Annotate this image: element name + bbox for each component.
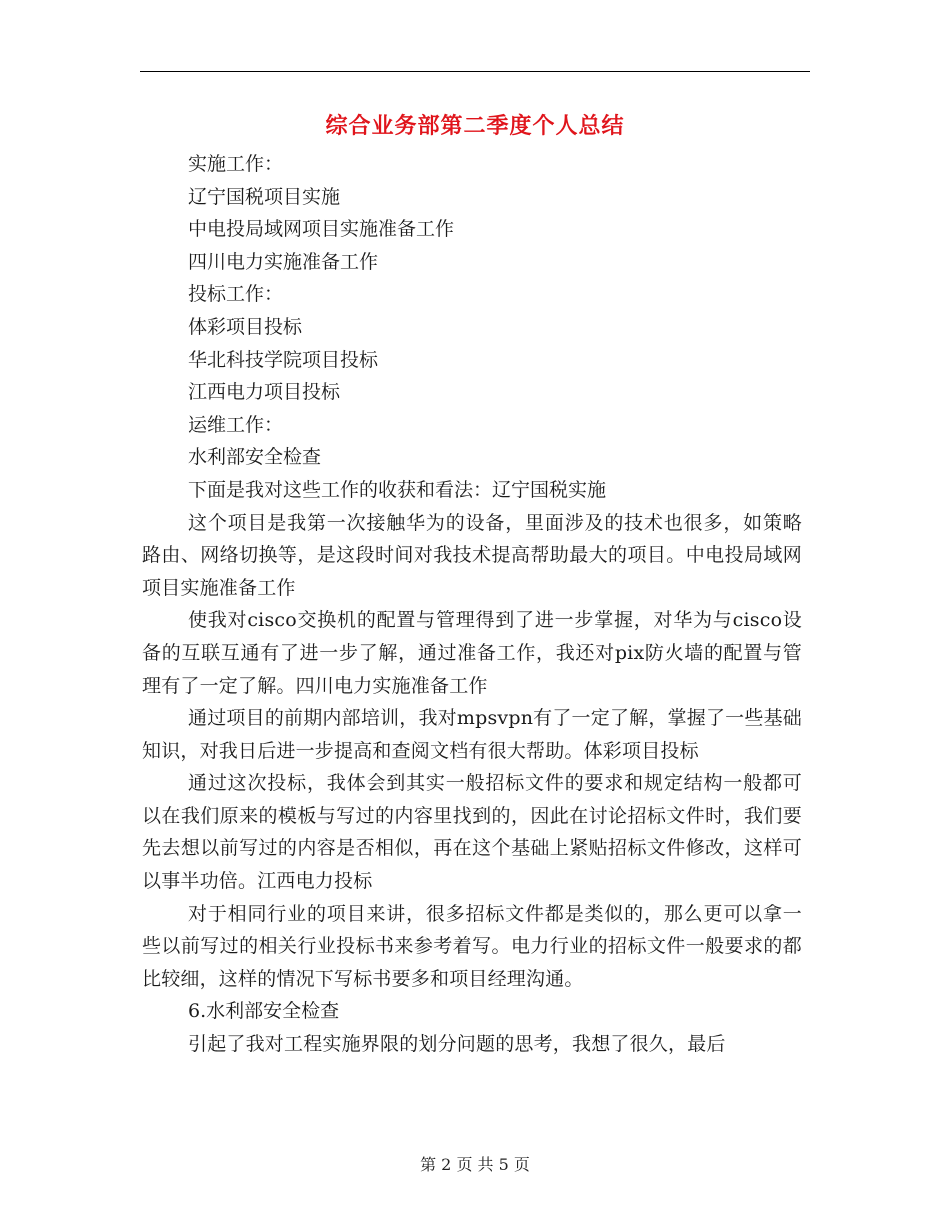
list-line: 水利部安全检查 xyxy=(188,446,322,469)
paragraph-cpi-lan: 使我对cisco交换机的配置与管理得到了进一步掌握，对华为与cisco设备的互联互通有了进一步了解，通过准备工作，我还对pix防火墙的配置与管理有了一定了解。四川电力实施准备工作 xyxy=(142,609,802,697)
list-line: 四川电力实施准备工作 xyxy=(188,250,379,273)
header-rule xyxy=(140,71,810,72)
list-line-bidding-heading: 投标工作： xyxy=(188,283,284,306)
list-line: 中电投局域网项目实施准备工作 xyxy=(188,218,455,241)
document-body xyxy=(142,148,802,1061)
document-title: 综合业务部第二季度个人总结 xyxy=(325,113,625,139)
list-line: 辽宁国税项目实施 xyxy=(188,185,341,208)
list-line: 华北科技学院项目投标 xyxy=(188,348,379,371)
summary-intro-line: 下面是我对这些工作的收获和看法：辽宁国税实施 xyxy=(188,478,607,501)
page-number: 第 2 页 共 5 页 xyxy=(420,1155,530,1174)
paragraph-liaoning: 这个项目是我第一次接触华为的设备，里面涉及的技术也很多，如策略路由、网络切换等，是这段时间对我技术提高帮助最大的项目。中电投局域网项目实施准备工作 xyxy=(142,511,802,599)
section-heading: 6.水利部安全检查 xyxy=(188,1000,340,1023)
paragraph-lottery-bid: 通过这次投标，我体会到其实一般招标文件的要求和规定结构一般都可以在我们原来的模板与写过的内容里找到的，因此在讨论招标文件时，我们要先去想以前写过的内容是否相似，再在这个基础上紧贴招标文件修改，这样可以事半功倍。江西电力投标 xyxy=(142,772,802,893)
list-line: 体彩项目投标 xyxy=(188,315,303,338)
paragraph-water-ministry: 引起了我对工程实施界限的划分问题的思考，我想了很久，最后 xyxy=(188,1033,726,1056)
list-line-implementation-heading: 实施工作： xyxy=(188,153,284,175)
list-line-maintenance-heading: 运维工作： xyxy=(188,413,284,436)
list-line: 江西电力项目投标 xyxy=(188,381,341,404)
paragraph-sichuan: 通过项目的前期内部培训，我对mpsvpn有了一定了解，掌握了一些基础知识，对我日后进一步提高和查阅文档有很大帮助。体彩项目投标 xyxy=(142,707,802,762)
paragraph-jiangxi-bid: 对于相同行业的项目来讲，很多招标文件都是类似的，那么更可以拿一些以前写过的相关行业投标书来参考着写。电力行业的招标文件一般要求的都比较细，这样的情况下写标书要多和项目经理沟通。 xyxy=(142,902,802,990)
